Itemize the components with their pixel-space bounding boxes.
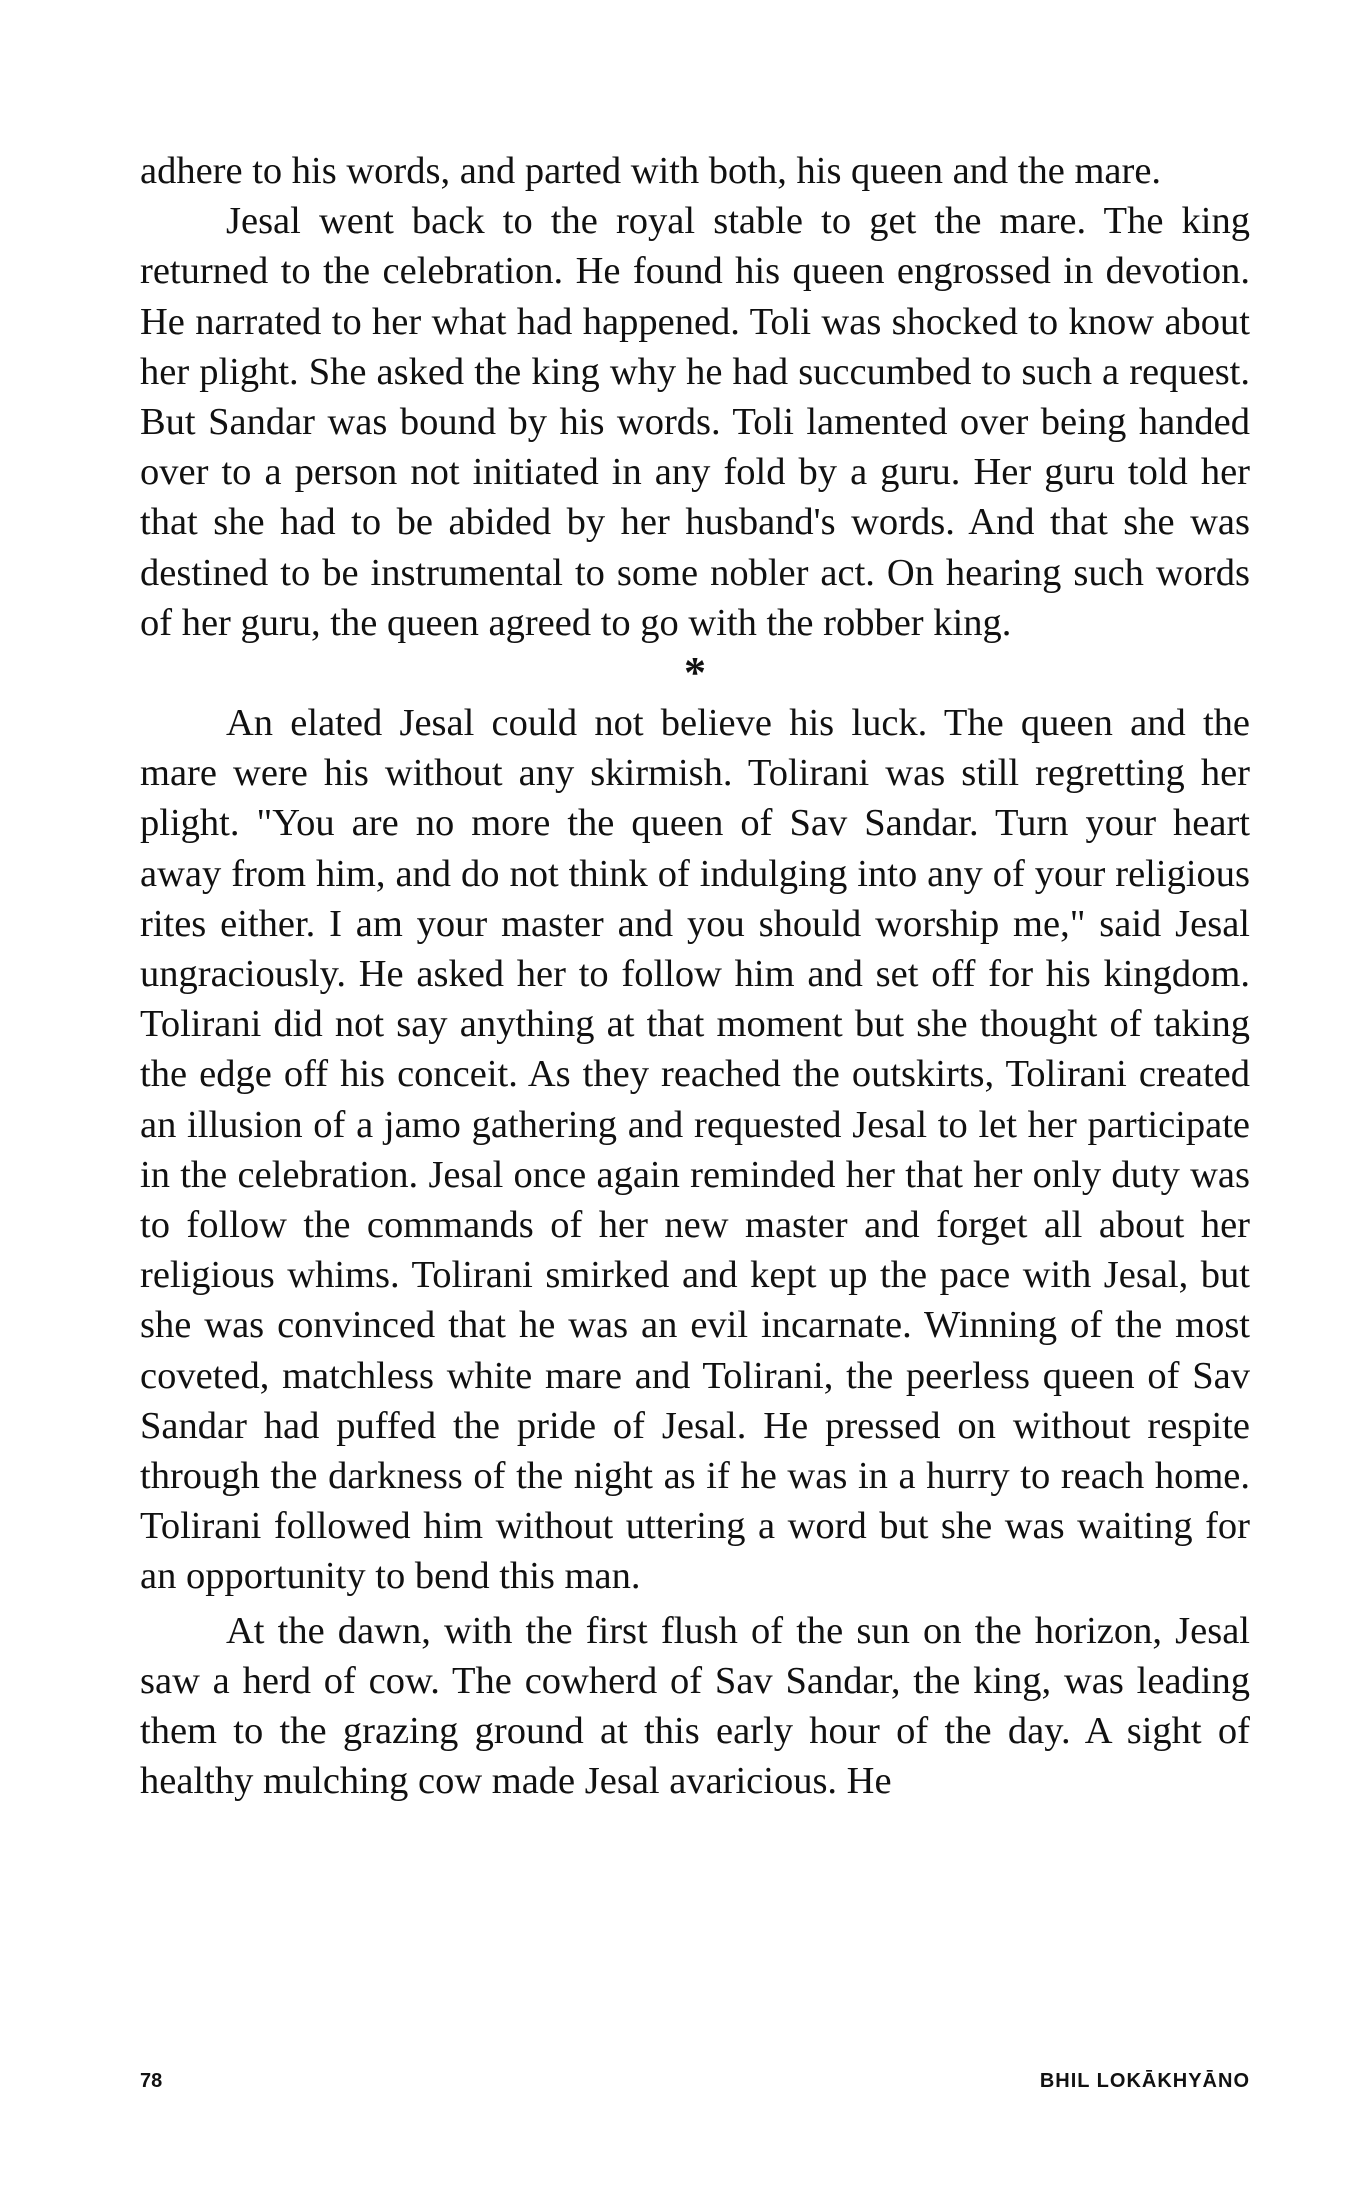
section-separator: * bbox=[684, 648, 706, 698]
page-number: 78 bbox=[140, 2070, 163, 2092]
running-title: BHIL LOKĀKHYĀNO bbox=[1039, 2070, 1250, 2092]
paragraph-4: At the dawn, with the first flush of the sun on the horizon, Jesal saw a herd of cow. The cowherd of Sav Sandar, the king, was leading them to the grazing ground at this early hour of the day. A sight of healthy mulching cow made Jesal avaricious. He bbox=[140, 1609, 1250, 1803]
paragraph-3: An elated Jesal could not believe his luck. The queen and the mare were his without any skirmish. Tolirani was still regretting her plight. "You are no more the queen of Sav Sandar. Turn your heart away from him, and do not think of indulging into any of your religious rites either. I am your master and you should worship me," said Jesal ungraciously. He asked her to follow him and set off for his kingdom. Tolirani did not say anything at that moment but she thought of taking the edge off his conceit. As they reached the outskirts, Tolirani created an illusion of a jamo gathering and requested Jesal to let her participate in the celebration. Jesal once again reminded her that her only duty was to follow the commands of her new master and forget all about her religious whims. Tolirani smirked and kept up the pace with Jesal, but she was convinced that he was an evil incarnate. Winning of the most coveted, matchless white mare and Tolirani, the peerless queen of Sav Sandar had puffed the pride of Jesal. He pressed on without respite through the darkness of the night as if he was in a hurry to reach home. Tolirani followed him without uttering a word but she was waiting for an opportunity to bend this man. bbox=[140, 702, 1250, 1598]
paragraph-2: Jesal went back to the royal stable to get the mare. The king returned to the celebration. He found his queen engrossed in devotion. He narrated to her what had happened. Toli was shocked to know about her plight. She asked the king why he had succumbed to such a request. But Sandar was bound by his words. Toli lamented over being handed over to a person not initiated in any fold by a guru. Her guru told her that she had to be abided by her husband's words. And that she was destined to be instrumental to some nobler act. On hearing such words of her guru, the queen agreed to go with the robber king. bbox=[140, 200, 1250, 644]
page-body bbox=[140, 146, 1250, 1807]
page-footer bbox=[140, 2070, 1250, 2100]
paragraph-1: adhere to his words, and parted with both, his queen and the mare. bbox=[140, 150, 1162, 192]
